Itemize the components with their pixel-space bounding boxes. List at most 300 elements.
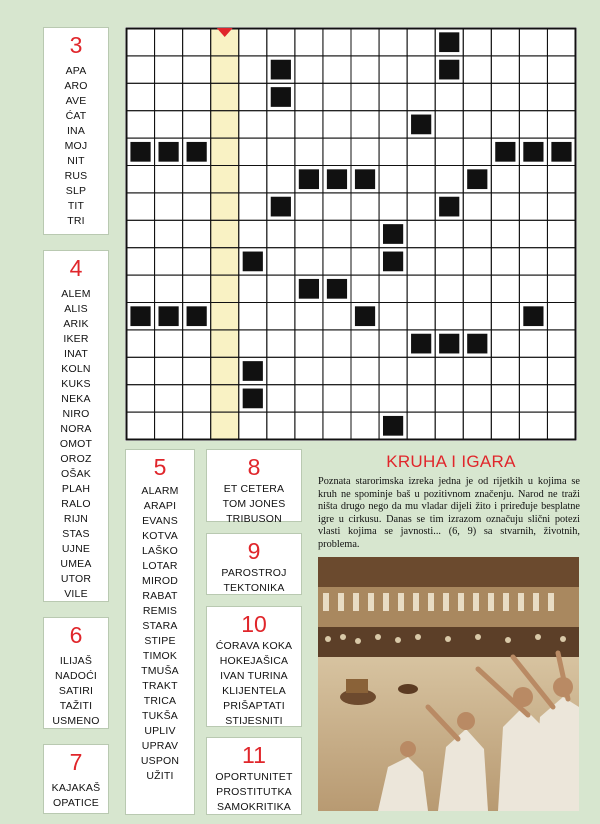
black-block [495, 142, 515, 162]
grid-cell[interactable] [351, 29, 379, 56]
word-list-item: HOKEJAŠICA [219, 655, 289, 667]
word-length-label: 7 [69, 749, 83, 775]
grid-cell[interactable] [351, 357, 379, 384]
black-block [411, 334, 431, 354]
black-block [439, 197, 459, 217]
grid-cell[interactable] [407, 248, 435, 275]
word-list-item: STAS [62, 528, 90, 540]
black-block [158, 306, 178, 326]
grid-cell[interactable] [295, 138, 323, 165]
word-list-item: LAŠKO [141, 545, 179, 557]
grid-cell[interactable] [379, 166, 407, 193]
grid-cell[interactable] [295, 220, 323, 247]
word-list-item: SATIRI [58, 685, 94, 697]
grid-cell[interactable] [239, 111, 267, 138]
grid-cell[interactable] [323, 83, 351, 110]
grid-cell[interactable] [407, 29, 435, 56]
grid-cell[interactable] [295, 385, 323, 412]
black-block [187, 306, 207, 326]
grid-cell[interactable] [463, 357, 491, 384]
word-list-item: INA [66, 125, 86, 137]
grid-cell[interactable] [351, 275, 379, 302]
grid-cell[interactable] [183, 193, 211, 220]
grid-cell[interactable] [295, 248, 323, 275]
grid-cell[interactable] [519, 83, 547, 110]
grid-cell[interactable] [435, 412, 463, 439]
grid-cell[interactable] [491, 412, 519, 439]
word-list-item: OPATICE [53, 797, 99, 809]
word-list-item: OŠAK [61, 468, 91, 480]
grid-cell[interactable] [379, 275, 407, 302]
word-length-label: 4 [69, 255, 83, 281]
grid-cell[interactable] [379, 303, 407, 330]
grid-cell[interactable] [463, 220, 491, 247]
word-list [44, 64, 108, 229]
word-list-item: NIRO [62, 408, 90, 420]
grid-cell[interactable] [547, 412, 575, 439]
grid-cell[interactable] [155, 56, 183, 83]
grid-cell[interactable] [183, 220, 211, 247]
word-list-7-letters [43, 744, 109, 814]
grid-cell[interactable] [155, 357, 183, 384]
grid-cell[interactable] [547, 385, 575, 412]
word-list-item: RUS [64, 170, 88, 182]
grid-cell[interactable] [435, 111, 463, 138]
black-block [523, 142, 543, 162]
grid-cell[interactable] [267, 166, 295, 193]
word-list-item: PRIŠAPTATI [223, 700, 285, 712]
grid-cell[interactable] [267, 330, 295, 357]
grid-cell[interactable] [463, 303, 491, 330]
word-list-item: KAJAKAŠ [51, 782, 101, 794]
grid-cell[interactable] [239, 330, 267, 357]
grid-cell[interactable] [323, 385, 351, 412]
grid-cell[interactable] [379, 385, 407, 412]
word-list-item: OROZ [60, 453, 92, 465]
word-list-3-letters [43, 27, 109, 235]
grid-cell[interactable] [239, 412, 267, 439]
grid-cell[interactable] [491, 29, 519, 56]
grid-cell[interactable] [463, 275, 491, 302]
grid-cell[interactable] [267, 303, 295, 330]
grid-cell[interactable] [407, 83, 435, 110]
grid-cell[interactable] [547, 248, 575, 275]
grid-cell[interactable] [127, 193, 155, 220]
grid-cell[interactable] [379, 29, 407, 56]
grid-cell[interactable] [491, 275, 519, 302]
grid-cell[interactable] [323, 56, 351, 83]
word-list-item: ALARM [141, 485, 179, 497]
word-list-item: LOTAR [142, 560, 178, 572]
grid-cell[interactable] [323, 138, 351, 165]
grid-cell[interactable] [407, 412, 435, 439]
grid-cell[interactable] [351, 83, 379, 110]
black-block [271, 60, 291, 80]
word-list-item: INAT [64, 348, 88, 360]
grid-cell[interactable] [127, 248, 155, 275]
word-list-item: REMIS [142, 605, 178, 617]
grid-cell[interactable] [547, 220, 575, 247]
grid-cell[interactable] [239, 166, 267, 193]
grid-cell[interactable] [351, 248, 379, 275]
word-list-4-letters [43, 250, 109, 602]
grid-cell[interactable] [183, 83, 211, 110]
grid-cell[interactable] [323, 193, 351, 220]
grid-cell[interactable] [463, 412, 491, 439]
solution-column-highlight [211, 29, 239, 440]
grid-cell[interactable] [435, 83, 463, 110]
grid-cell[interactable] [407, 193, 435, 220]
word-list-item: VILE [64, 588, 88, 600]
grid-cell[interactable] [491, 220, 519, 247]
grid-cell[interactable] [463, 138, 491, 165]
word-list-item: STIPE [144, 635, 176, 647]
colosseum-photo [318, 557, 579, 811]
grid-cell[interactable] [323, 303, 351, 330]
black-block [271, 197, 291, 217]
word-list [44, 781, 108, 811]
grid-cell[interactable] [351, 412, 379, 439]
grid-cell[interactable] [351, 56, 379, 83]
black-block [439, 334, 459, 354]
word-list-item: TRAKT [142, 680, 178, 692]
word-list-item: ĆAT [65, 110, 87, 122]
word-list-item: NORA [60, 423, 92, 435]
grid-cell[interactable] [323, 357, 351, 384]
grid-cell[interactable] [127, 275, 155, 302]
grid-cell[interactable] [127, 357, 155, 384]
grid-cell[interactable] [267, 138, 295, 165]
grid-cell[interactable] [155, 275, 183, 302]
black-block [243, 389, 263, 409]
word-list-item: NADOĆI [54, 670, 98, 682]
crossword-grid[interactable] [125, 27, 577, 441]
grid-cell[interactable] [491, 357, 519, 384]
word-list-6-letters [43, 617, 109, 729]
grid-cell[interactable] [519, 29, 547, 56]
grid-cell[interactable] [519, 111, 547, 138]
grid-cell[interactable] [351, 385, 379, 412]
grid-cell[interactable] [435, 275, 463, 302]
black-block [467, 169, 487, 189]
grid-cell[interactable] [463, 248, 491, 275]
grid-cell[interactable] [491, 385, 519, 412]
grid-cell[interactable] [491, 193, 519, 220]
word-list-item: ARIK [63, 318, 89, 330]
word-list-item: USMENO [52, 715, 100, 727]
grid-cell[interactable] [491, 303, 519, 330]
grid-cell[interactable] [155, 111, 183, 138]
grid-cell[interactable] [127, 330, 155, 357]
grid-cell[interactable] [267, 412, 295, 439]
grid-cell[interactable] [127, 111, 155, 138]
grid-cell[interactable] [519, 248, 547, 275]
grid-cell[interactable] [155, 248, 183, 275]
grid-cell[interactable] [295, 357, 323, 384]
grid-cell[interactable] [463, 83, 491, 110]
grid-cell[interactable] [435, 220, 463, 247]
grid-cell[interactable] [379, 111, 407, 138]
grid-cell[interactable] [155, 29, 183, 56]
grid-cell[interactable] [519, 412, 547, 439]
black-block [327, 169, 347, 189]
word-list-item: KUKS [61, 378, 91, 390]
word-list-item: AVE [65, 95, 87, 107]
word-list-item: ILIJAŠ [59, 655, 93, 667]
grid-cell[interactable] [407, 275, 435, 302]
grid-cell[interactable] [267, 111, 295, 138]
word-list-item: UPLIV [144, 725, 176, 737]
grid-cell[interactable] [519, 220, 547, 247]
grid-cell[interactable] [155, 220, 183, 247]
grid-cell[interactable] [183, 56, 211, 83]
grid-cell[interactable] [519, 193, 547, 220]
grid-cell[interactable] [239, 29, 267, 56]
grid-cell[interactable] [323, 220, 351, 247]
word-list-item: TOM JONES [222, 498, 286, 510]
grid-cell[interactable] [547, 330, 575, 357]
grid-cell[interactable] [435, 248, 463, 275]
word-list-item: MIROD [142, 575, 178, 587]
grid-cell[interactable] [239, 138, 267, 165]
word-list-item: UMEA [60, 558, 92, 570]
grid-cell[interactable] [351, 330, 379, 357]
word-length-label: 11 [242, 742, 266, 768]
word-length-label: 10 [241, 611, 267, 637]
grid-cell[interactable] [379, 138, 407, 165]
grid-cell[interactable] [239, 83, 267, 110]
black-block [187, 142, 207, 162]
grid-cell[interactable] [407, 220, 435, 247]
word-list-item: TMUŠA [141, 665, 179, 677]
black-block [383, 252, 403, 272]
grid-cell[interactable] [267, 385, 295, 412]
grid-cell[interactable] [323, 29, 351, 56]
grid-cell[interactable] [547, 166, 575, 193]
word-list-8-letters [206, 449, 302, 525]
grid-cell[interactable] [379, 357, 407, 384]
grid-cell[interactable] [547, 357, 575, 384]
word-list-item: NIT [67, 155, 85, 167]
grid-cell[interactable] [183, 330, 211, 357]
grid-cell[interactable] [127, 56, 155, 83]
grid-cell[interactable] [183, 166, 211, 193]
word-list-item: MOJ [64, 140, 88, 152]
grid-cell[interactable] [491, 166, 519, 193]
grid-cell[interactable] [295, 111, 323, 138]
grid-cell[interactable] [463, 385, 491, 412]
black-block [243, 252, 263, 272]
word-list [207, 639, 301, 729]
grid-cell[interactable] [407, 303, 435, 330]
word-list-item: TRIBUSON [226, 513, 282, 525]
grid-cell[interactable] [519, 330, 547, 357]
grid-cell[interactable] [547, 275, 575, 302]
black-block [551, 142, 571, 162]
grid-cell[interactable] [239, 56, 267, 83]
grid-cell[interactable] [183, 248, 211, 275]
word-list-10-letters [206, 606, 302, 727]
grid-cell[interactable] [407, 357, 435, 384]
grid-cell[interactable] [463, 111, 491, 138]
grid-cell[interactable] [295, 303, 323, 330]
word-list [126, 484, 194, 784]
article-body: Poznata starorimska izreka jedna je od rijetkih u kojima se kruh ne spominje baš u pozitivnom značenju. Narod ne traži ništa drugo nego da mu vladar dijeli žito i priređuje besplatne igre u cirkusu. Danas se tim izrazom označuju slični potezi vlasti kojima se javnosti... (6, 9) sa stvarnih, životnih, problema. [318, 476, 580, 550]
grid-cell[interactable] [155, 412, 183, 439]
word-list-item: OMOT [59, 438, 93, 450]
grid-cell[interactable] [547, 56, 575, 83]
black-block [439, 60, 459, 80]
word-list [44, 654, 108, 729]
grid-cell[interactable] [547, 83, 575, 110]
word-list-11-letters [206, 737, 302, 815]
word-length-label: 3 [69, 32, 83, 58]
word-list-item: KOTVA [142, 530, 178, 542]
word-list-item: KLIJENTELA [222, 685, 286, 697]
black-block [383, 416, 403, 436]
grid-canvas[interactable] [125, 27, 577, 441]
grid-cell[interactable] [519, 56, 547, 83]
grid-cell[interactable] [519, 275, 547, 302]
grid-cell[interactable] [127, 166, 155, 193]
grid-cell[interactable] [491, 330, 519, 357]
word-list-item: ET CETERA [223, 483, 285, 495]
word-list-item: PLAH [61, 483, 91, 495]
word-list-item: ALEM [61, 288, 91, 300]
word-list-item: TUKŠA [141, 710, 178, 722]
grid-cell[interactable] [155, 385, 183, 412]
grid-cell[interactable] [295, 56, 323, 83]
grid-cell[interactable] [155, 166, 183, 193]
grid-cell[interactable] [351, 220, 379, 247]
article-title: KRUHA I IGARA [386, 452, 516, 471]
grid-cell[interactable] [155, 193, 183, 220]
grid-cell[interactable] [547, 29, 575, 56]
grid-cell[interactable] [435, 303, 463, 330]
word-list-item: KOLN [61, 363, 91, 375]
grid-cell[interactable] [295, 29, 323, 56]
grid-cell[interactable] [127, 220, 155, 247]
grid-cell[interactable] [267, 29, 295, 56]
grid-cell[interactable] [267, 357, 295, 384]
grid-cell[interactable] [491, 83, 519, 110]
grid-cell[interactable] [295, 83, 323, 110]
grid-cell[interactable] [127, 412, 155, 439]
grid-cell[interactable] [239, 193, 267, 220]
word-list-item: OPORTUNITET [215, 771, 293, 783]
grid-cell[interactable] [547, 193, 575, 220]
grid-cell[interactable] [267, 275, 295, 302]
black-block [439, 32, 459, 52]
grid-cell[interactable] [379, 56, 407, 83]
grid-cell[interactable] [407, 138, 435, 165]
black-block [327, 279, 347, 299]
word-list-item: IKER [63, 333, 89, 345]
grid-cell[interactable] [183, 412, 211, 439]
arena-illustration [318, 557, 579, 811]
grid-cell[interactable] [323, 330, 351, 357]
grid-cell[interactable] [323, 248, 351, 275]
grid-cell[interactable] [183, 357, 211, 384]
word-list-5-letters [125, 449, 195, 815]
grid-cell[interactable] [463, 56, 491, 83]
grid-cell[interactable] [183, 385, 211, 412]
grid-cell[interactable] [239, 275, 267, 302]
word-list-item: TAŽITI [59, 700, 93, 712]
grid-cell[interactable] [491, 111, 519, 138]
grid-cell[interactable] [463, 29, 491, 56]
grid-cell[interactable] [267, 220, 295, 247]
grid-cell[interactable] [407, 166, 435, 193]
grid-cell[interactable] [547, 111, 575, 138]
grid-cell[interactable] [435, 357, 463, 384]
word-list-item: ALIS [64, 303, 88, 315]
grid-cell[interactable] [519, 166, 547, 193]
grid-cell[interactable] [491, 56, 519, 83]
word-list-item: TEKTONIKA [223, 582, 285, 594]
grid-cell[interactable] [435, 166, 463, 193]
grid-cell[interactable] [463, 193, 491, 220]
word-length-label: 6 [69, 622, 83, 648]
grid-cell[interactable] [435, 385, 463, 412]
grid-cell[interactable] [379, 330, 407, 357]
grid-cell[interactable] [295, 193, 323, 220]
grid-cell[interactable] [379, 193, 407, 220]
word-list-item: ARO [64, 80, 88, 92]
grid-cell[interactable] [267, 248, 295, 275]
grid-cell[interactable] [295, 412, 323, 439]
word-list-item: ĆORAVA KOKA [215, 640, 293, 652]
word-list-item: UJNE [61, 543, 91, 555]
grid-cell[interactable] [407, 385, 435, 412]
grid-cell[interactable] [351, 111, 379, 138]
grid-cell[interactable] [351, 193, 379, 220]
word-list-item: PROSTITUTKA [216, 786, 292, 798]
grid-cell[interactable] [323, 412, 351, 439]
grid-cell[interactable] [351, 138, 379, 165]
grid-cell[interactable] [519, 357, 547, 384]
grid-cell[interactable] [295, 330, 323, 357]
word-list-item: RALO [61, 498, 91, 510]
grid-cell[interactable] [379, 83, 407, 110]
grid-cell[interactable] [491, 248, 519, 275]
grid-cell[interactable] [547, 303, 575, 330]
grid-cell[interactable] [239, 220, 267, 247]
grid-cell[interactable] [239, 303, 267, 330]
grid-cell[interactable] [127, 29, 155, 56]
grid-cell[interactable] [407, 56, 435, 83]
grid-cell[interactable] [323, 111, 351, 138]
grid-cell[interactable] [435, 138, 463, 165]
grid-cell[interactable] [127, 83, 155, 110]
grid-cell[interactable] [519, 385, 547, 412]
word-list-item: TIMOK [142, 650, 178, 662]
word-list-item: UTOR [60, 573, 92, 585]
word-list-item: PAROSTROJ [221, 567, 287, 579]
word-list-item: RIJN [63, 513, 89, 525]
black-block [271, 87, 291, 107]
grid-cell[interactable] [155, 330, 183, 357]
grid-cell[interactable] [183, 275, 211, 302]
word-length-label: 5 [153, 454, 167, 480]
word-length-label: 9 [247, 538, 261, 564]
word-list-item: UPRAV [141, 740, 179, 752]
grid-cell[interactable] [127, 385, 155, 412]
grid-cell[interactable] [183, 111, 211, 138]
black-block [523, 306, 543, 326]
grid-cell[interactable] [155, 83, 183, 110]
grid-cell[interactable] [183, 29, 211, 56]
